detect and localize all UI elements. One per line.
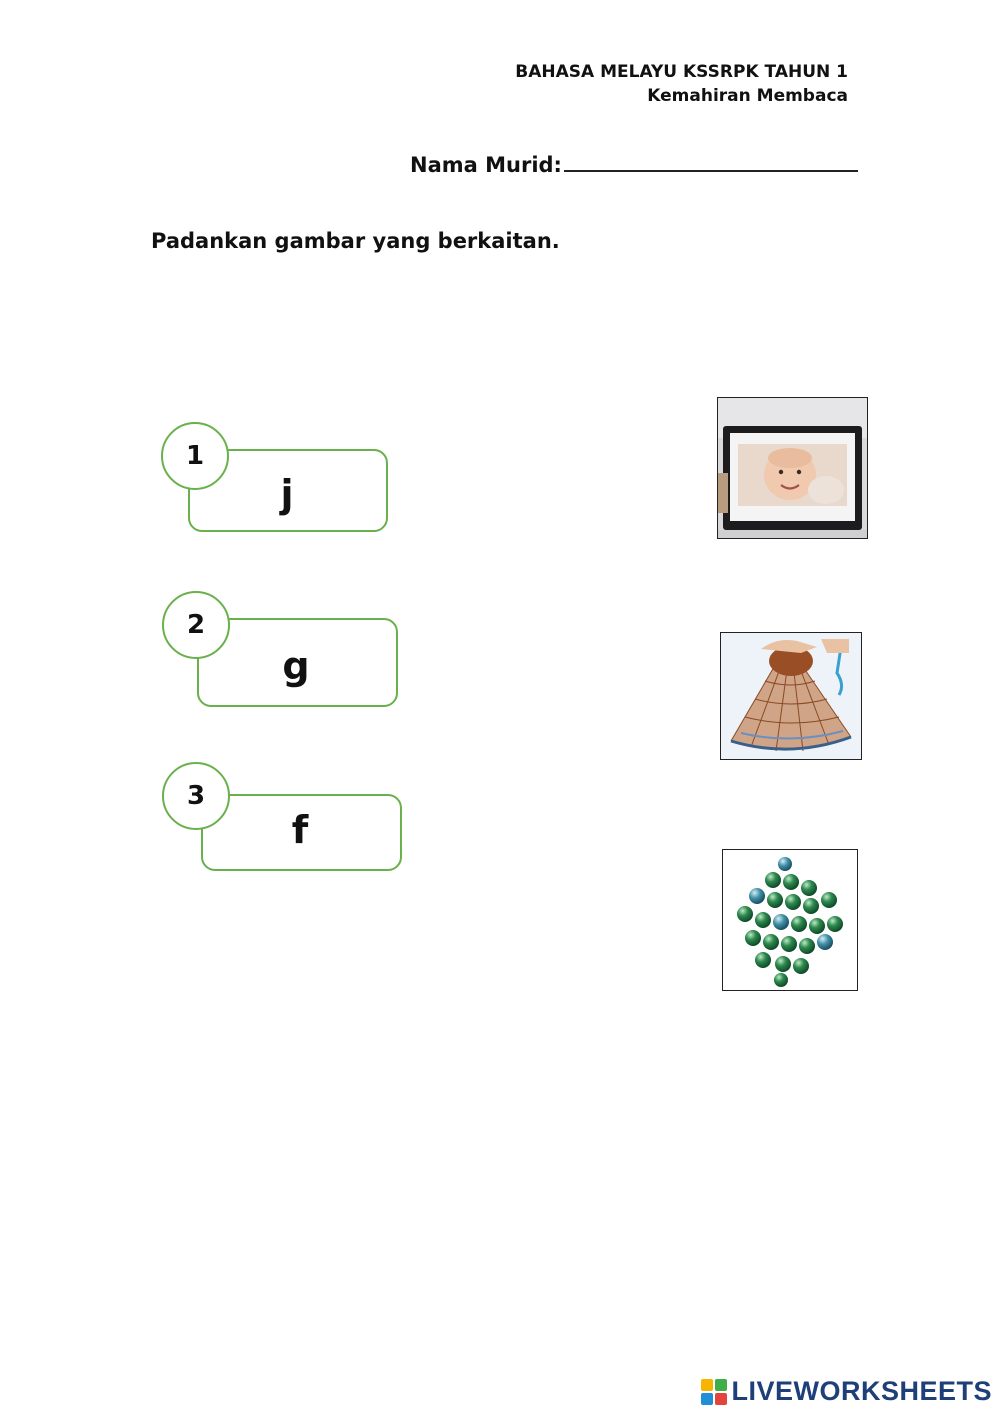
student-name-row	[410, 148, 858, 177]
header-subject: BAHASA MELAYU KSSRPK TAHUN 1	[515, 62, 848, 82]
item-number: 3	[186, 781, 206, 811]
photo-frame-baby-icon	[718, 398, 867, 538]
item-number: 1	[185, 441, 205, 471]
item-letter: f	[291, 808, 309, 852]
marbles-icon	[723, 850, 857, 990]
item-letter: j	[280, 472, 294, 516]
student-name-label: Nama Murid:	[410, 153, 562, 177]
number-circle	[161, 422, 229, 490]
picture-fishing-net[interactable]	[720, 632, 862, 760]
footer-brand-text: LIVEWORKSHEETS	[731, 1376, 992, 1406]
instruction: Padankan gambar yang berkaitan.	[151, 229, 560, 253]
student-name-field[interactable]	[564, 148, 858, 172]
number-circle	[162, 762, 230, 830]
item-letter: g	[282, 644, 310, 688]
liveworksheets-logo-icon	[701, 1379, 727, 1405]
header-skill: Kemahiran Membaca	[647, 86, 848, 106]
picture-photo-frame[interactable]	[717, 397, 868, 539]
number-circle	[162, 591, 230, 659]
footer-brand	[701, 1376, 992, 1407]
item-number: 2	[186, 610, 206, 640]
fishing-net-icon	[721, 633, 861, 759]
picture-marbles[interactable]	[722, 849, 858, 991]
